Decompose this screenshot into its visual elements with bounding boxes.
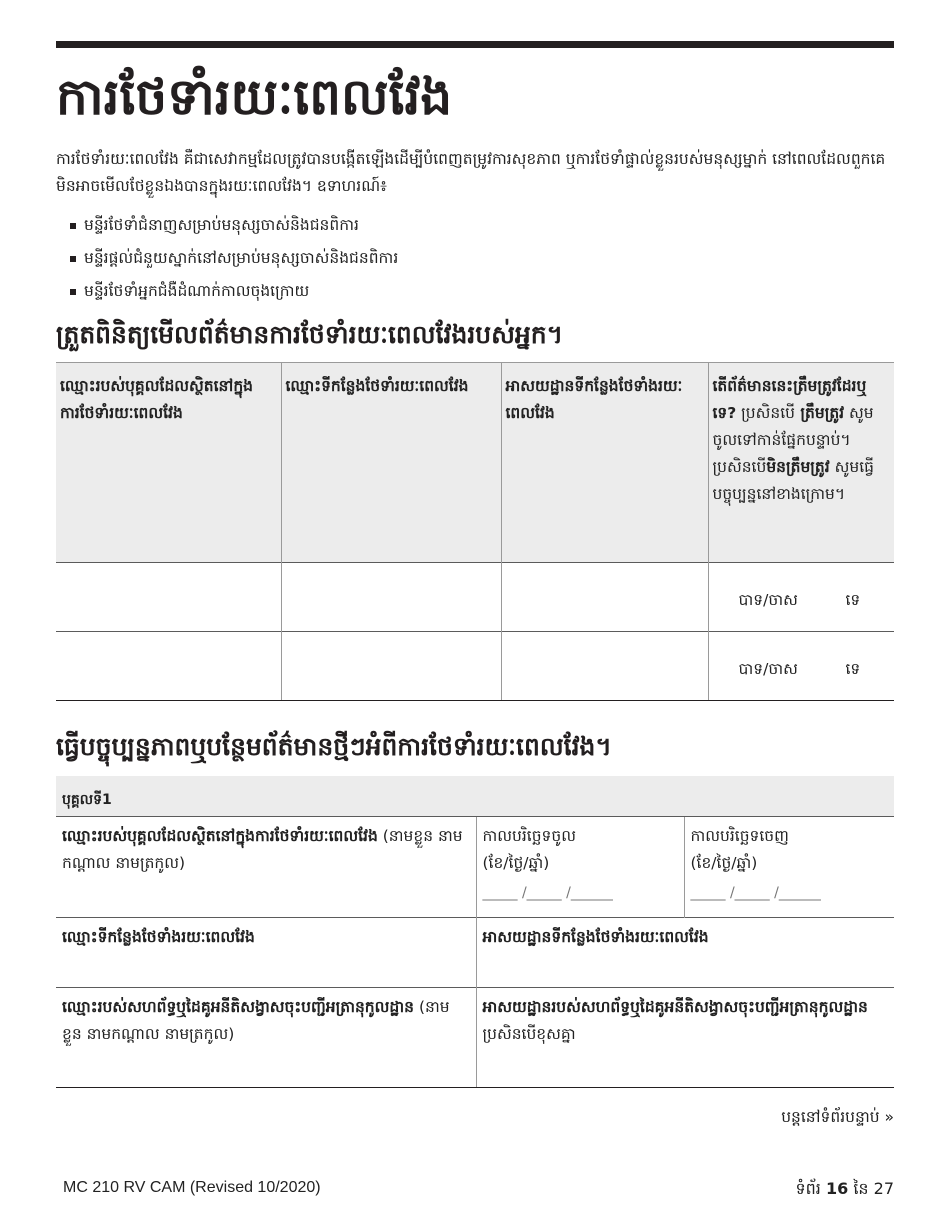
entry-date-hint: (ខែ/ថ្ងៃ/ឆ្នាំ) [482, 853, 550, 872]
entry-date-blank[interactable]: _____ /_____ /______ [482, 884, 613, 901]
entry-date-label: កាលបរិច្ឆេទចូល [482, 826, 576, 845]
exit-date-label: កាលបរិច្ឆេទចេញ [690, 826, 789, 845]
update-table [56, 776, 894, 1088]
person-name-cell[interactable] [56, 563, 281, 632]
facility-address-cell[interactable] [501, 563, 708, 632]
col-person-name: ឈ្មោះរបស់បុគ្គលដែលស្ថិតនៅក្នុងការថែទាំរយៈពេលវែង [56, 363, 281, 563]
exit-date-field[interactable] [684, 816, 894, 917]
person-label: បុគ្គលទី1 [56, 776, 894, 816]
intro-text: ការថែទាំរយៈពេលវែង គឺជាសេវាកម្មដែលត្រូវបានបង្កើតឡើងដើម្បីបំពេញតម្រូវការសុខភាព ឬការថែទាំផ្ទាល់ខ្លួនរបស់មនុស្សម្នាក់ នៅពេលដែលពួកគេមិនអាចមើលថែខ្លួនឯងបានក្នុងរយៈពេលវែង។ ឧទាហរណ៍៖ [56, 150, 886, 195]
examples-list [70, 209, 890, 308]
person-row [56, 776, 894, 816]
correct-word: ត្រឹមត្រូវ [800, 404, 845, 422]
facility-name-cell[interactable] [281, 632, 501, 701]
table-header-row [56, 363, 894, 563]
facility-name-field[interactable]: ឈ្មោះទីកន្លែងថែទាំងរយៈពេលវែង [56, 917, 476, 987]
review-heading: ត្រួតពិនិត្យមើលព័ត៌មានការថែទាំរយៈពេលវែងរបស់អ្នក។ [56, 320, 564, 349]
correct-next-text: សូមចូលទៅកាន់ផ្នែកបន្ទាប់។ ប្រសិនបើ [712, 404, 874, 476]
top-rule [56, 41, 894, 48]
list-item: មន្ទីរថែទាំអ្នកជំងឺដំណាក់កាលចុងក្រោយ [70, 275, 890, 308]
no-option[interactable]: ទេ [845, 660, 861, 678]
person-name-hint: (នាមខ្លួន នាមកណ្តាល នាមត្រកូល) [62, 826, 463, 872]
yes-no-cell [708, 632, 894, 701]
review-table [56, 362, 894, 701]
correct-if-text: ប្រសិនបើ [736, 404, 795, 422]
page-number [795, 1178, 894, 1202]
spouse-address-label: អាសយដ្ឋានរបស់សហព័ទ្ធឬដៃគូអនីតិសង្វាសចុះបញ្ជីអត្រានុកូលដ្ឋាន [482, 997, 868, 1016]
incorrect-update-text: សូមធ្វើបច្ចុប្បន្ននៅខាងក្រោម។ [712, 458, 874, 503]
page-word: ទំព័រ [795, 1179, 821, 1198]
continue-note: បន្តនៅទំព័របន្ទាប់ » [781, 1108, 894, 1126]
entry-date-field[interactable] [476, 816, 684, 917]
spouse-address-field[interactable] [476, 987, 894, 1087]
table-row [56, 917, 894, 987]
facility-name-cell[interactable] [281, 563, 501, 632]
person-name-label: ឈ្មោះរបស់បុគ្គលដែលស្ថិតនៅក្នុងការថែទាំរយៈពេលវែង [62, 826, 378, 845]
page-current: 16 [825, 1179, 849, 1198]
incorrect-word: មិនត្រឹមត្រូវ [766, 458, 830, 476]
person-name-cell[interactable] [56, 632, 281, 701]
no-option[interactable]: ទេ [845, 591, 861, 609]
of-word: នៃ [853, 1179, 869, 1198]
yes-no-cell [708, 563, 894, 632]
col-facility-address: អាសយដ្ឋានទីកន្លែងថែទាំងរយៈពេលវែង [501, 363, 708, 563]
yes-option[interactable]: បាទ/ចាស [738, 660, 798, 678]
table-row [56, 632, 894, 701]
page-total: 27 [873, 1179, 894, 1198]
col-facility-name: ឈ្មោះទីកន្លែងថែទាំរយៈពេលវែង [281, 363, 501, 563]
list-item: មន្ទីរផ្តល់ជំនួយស្នាក់នៅសម្រាប់មនុស្សចាស់និងជនពិការ [70, 242, 890, 275]
update-heading: ធ្វើបច្ចុប្បន្នភាពឬបន្ថែមព័ត៌មានថ្មីៗអំពីការថែទាំរយៈពេលវែង។ [56, 732, 612, 761]
correct-question: តើព័ត៌មាននេះត្រឹមត្រូវដែរឬទេ? [712, 377, 867, 422]
facility-address-cell[interactable] [501, 632, 708, 701]
exit-date-hint: (ខែ/ថ្ងៃ/ឆ្នាំ) [690, 853, 758, 872]
exit-date-blank[interactable]: _____ /_____ /______ [690, 884, 821, 901]
yes-option[interactable]: បាទ/ចាស [738, 591, 798, 609]
spouse-name-label: ឈ្មោះរបស់សហព័ទ្ធឬដៃគូអនីតិសង្វាសចុះបញ្ជីអត្រានុកូលដ្ឋាន [62, 997, 415, 1016]
spouse-name-hint: (នាមខ្លួន នាមកណ្តាល នាមត្រកូល) [62, 997, 450, 1043]
table-row [56, 563, 894, 632]
spouse-name-field[interactable] [56, 987, 476, 1087]
table-row [56, 987, 894, 1087]
facility-address-field[interactable]: អាសយដ្ឋានទីកន្លែងថែទាំងរយៈពេលវែង [476, 917, 894, 987]
page-title: ការថែទាំរយៈពេលវែង [56, 68, 453, 126]
spouse-address-hint: ប្រសិនបើខុសគ្នា [482, 1024, 576, 1043]
form-id: MC 210 RV CAM (Revised 10/2020) [63, 1179, 321, 1196]
table-row [56, 816, 894, 917]
person-name-field[interactable] [56, 816, 476, 917]
col-is-correct [708, 363, 894, 563]
list-item: មន្ទីរថែទាំជំនាញសម្រាប់មនុស្សចាស់និងជនពិការ [70, 209, 890, 242]
